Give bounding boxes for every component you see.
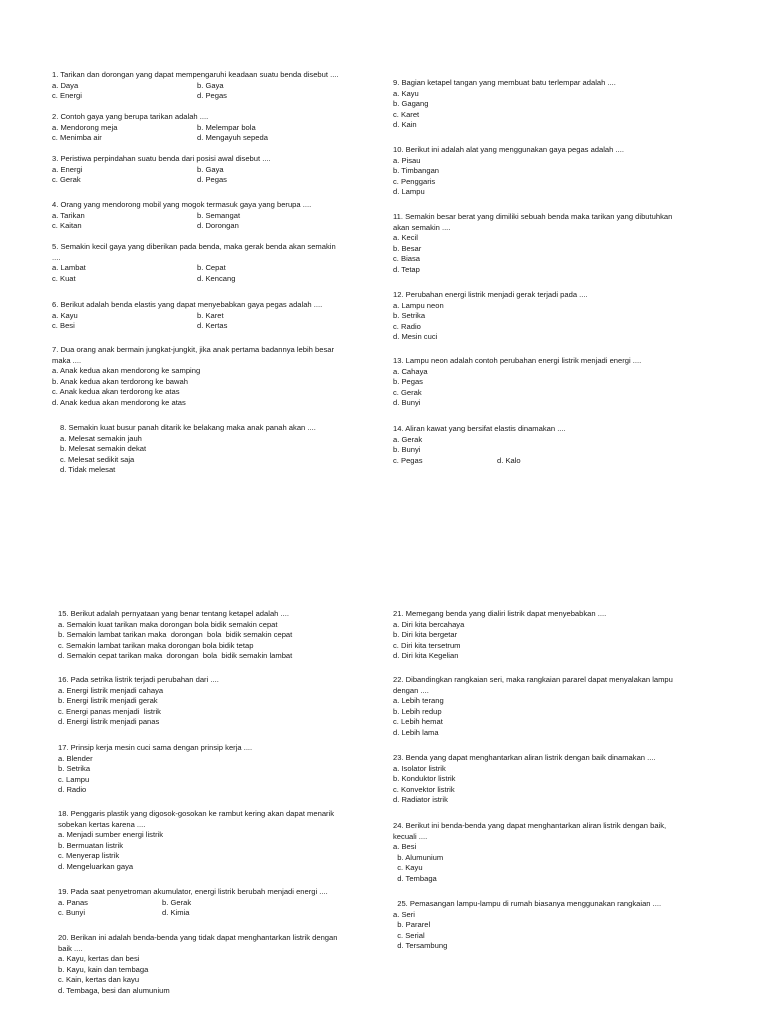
- question-item: [52, 345, 334, 409]
- answer-option: c. Anak kedua akan terdorong ke atas: [52, 387, 180, 397]
- question-item: [52, 300, 322, 332]
- answer-option: c. Gerak: [52, 175, 81, 185]
- question-item: [52, 154, 271, 186]
- answer-option: c. Kayu: [393, 863, 423, 873]
- answer-option: a. Seri: [393, 909, 415, 919]
- answer-option: c. Radio: [393, 321, 421, 331]
- answer-option: a. Daya: [52, 80, 79, 90]
- answer-option: d. Dorongan: [197, 221, 239, 231]
- answer-option: a. Kecil: [393, 233, 418, 243]
- answer-option: b. Besar: [393, 243, 422, 253]
- answer-option: a. Menjadi sumber energi listrik: [58, 830, 164, 840]
- answer-option: c. Besi: [52, 321, 75, 331]
- answer-option: c. Kaitan: [52, 221, 82, 231]
- answer-option: b. Alumunium: [393, 852, 444, 862]
- answer-option: d. Diri kita Kegelian: [393, 651, 459, 661]
- question-text: 21. Memegang benda yang dialiri listrik dapat menyebabkan ....: [393, 609, 607, 618]
- answer-option: b. Gagang: [393, 99, 429, 109]
- answer-option: c. Semakin lambat tarikan maka dorongan bola bidik tetap: [58, 640, 254, 650]
- question-item: [393, 424, 566, 466]
- question-text: 13. Lampu neon adalah contoh perubahan energi listrik menjadi energi ....: [393, 356, 642, 365]
- answer-option: d. Mesin cuci: [393, 332, 438, 342]
- question-text: 19. Pada saat penyetroman akumulator, energi listrik berubah menjadi energi ....: [58, 887, 328, 896]
- answer-option: b. Karet: [197, 310, 224, 320]
- answer-option: d. Tersambung: [393, 941, 448, 951]
- answer-option: d. Radio: [58, 785, 87, 795]
- answer-option: b. Lebih redup: [393, 706, 442, 716]
- answer-option: b. Setrika: [58, 764, 91, 774]
- question-item: [393, 899, 661, 952]
- answer-option: c. Biasa: [393, 254, 421, 264]
- answer-option: d. Kertas: [197, 321, 228, 331]
- question-item: [393, 821, 666, 885]
- question-text: 15. Berikut adalah pernyataan yang benar tentang ketapel adalah ....: [58, 609, 289, 618]
- answer-option: c. Menyerap listrik: [58, 851, 120, 861]
- answer-option: a. Kayu: [393, 88, 419, 98]
- answer-option: a. Melesat semakin jauh: [60, 433, 142, 443]
- answer-option: c. Pegas: [393, 455, 423, 465]
- question-text: 24. Berikut ini benda-benda yang dapat menghantarkan aliran listrik dengan baik, kecuali ....: [393, 821, 667, 841]
- answer-option: b. Pegas: [393, 377, 423, 387]
- answer-option: c. Gerak: [393, 387, 422, 397]
- question-item: [52, 242, 336, 284]
- answer-option: b. Konduktor listrik: [393, 774, 456, 784]
- answer-option: d. Kain: [393, 120, 417, 130]
- question-text: 1. Tarikan dan dorongan yang dapat mempengaruhi keadaan suatu benda disebut ....: [52, 70, 339, 79]
- answer-option: c. Lampu: [58, 774, 90, 784]
- answer-option: a. Energi listrik menjadi cahaya: [58, 685, 164, 695]
- answer-option: a. Lambat: [52, 263, 86, 273]
- answer-option: d. Anak kedua akan mendorong ke atas: [52, 397, 186, 407]
- question-text: 20. Berikan ini adalah benda-benda yang tidak dapat menghantarkan listrik dengan baik ....: [58, 933, 338, 953]
- answer-option: a. Isolator listrik: [393, 763, 446, 773]
- answer-option: c. Penggaris: [393, 176, 436, 186]
- answer-option: b. Energi listrik menjadi gerak: [58, 696, 158, 706]
- answer-option: d. Pegas: [197, 175, 227, 185]
- answer-option: d. Tetap: [393, 264, 420, 274]
- answer-option: d. Lebih lama: [393, 727, 439, 737]
- answer-option: d. Lampu: [393, 187, 425, 197]
- answer-option: c. Bunyi: [58, 908, 86, 918]
- answer-option: a. Kayu: [52, 310, 78, 320]
- answer-option: b. Melesat semakin dekat: [60, 444, 147, 454]
- answer-option: d. Kimia: [162, 908, 190, 918]
- answer-option: d. Mengayuh sepeda: [197, 133, 268, 143]
- answer-option: d. Bunyi: [393, 398, 421, 408]
- answer-option: c. Karet: [393, 109, 420, 119]
- answer-option: a. Kayu, kertas dan besi: [58, 954, 140, 964]
- answer-option: b. Gaya: [197, 164, 224, 174]
- question-text: 17. Prinsip kerja mesin cuci sama dengan prinsip kerja ....: [58, 743, 253, 752]
- question-text: 18. Penggaris plastik yang digosok-gosokan ke rambut kering akan dapat menarik sobekan kertas karena ....: [58, 809, 335, 829]
- answer-option: a. Lampu neon: [393, 300, 444, 310]
- answer-option: c. Serial: [393, 930, 425, 940]
- answer-option: b. Pararel: [393, 920, 431, 930]
- answer-option: c. Menimba air: [52, 133, 102, 143]
- answer-option: b. Kayu, kain dan tembaga: [58, 964, 149, 974]
- answer-option: a. Energi: [52, 164, 83, 174]
- answer-option: a. Besi: [393, 842, 417, 852]
- question-text: 2. Contoh gaya yang berupa tarikan adalah ....: [52, 112, 209, 121]
- answer-option: c. Lebih hemat: [393, 717, 443, 727]
- answer-option: d. Semakin cepat tarikan maka dorongan bola bidik semakin lambat: [58, 651, 293, 661]
- answer-option: d. Radiator istrik: [393, 795, 448, 805]
- answer-option: b. Bermuatan listrik: [58, 840, 123, 850]
- question-text: 14. Aliran kawat yang bersifat elastis dinamakan ....: [393, 424, 566, 433]
- question-item: [52, 200, 311, 232]
- answer-option: b. Setrika: [393, 311, 426, 321]
- answer-option: d. Pegas: [197, 91, 227, 101]
- question-item: [393, 290, 588, 343]
- question-text: 5. Semakin kecil gaya yang diberikan pada benda, maka gerak benda akan semakin ....: [52, 242, 336, 262]
- answer-option: a. Mendorong meja: [52, 122, 118, 132]
- question-item: [52, 70, 339, 102]
- answer-option: a. Cahaya: [393, 366, 428, 376]
- question-item: [393, 356, 641, 409]
- answer-option: c. Kuat: [52, 273, 76, 283]
- question-text: 11. Semakin besar berat yang dimiliki sebuah benda maka tarikan yang dibutuhkan akan semakin ....: [393, 212, 673, 232]
- question-text: 25. Pemasangan lampu-lampu di rumah biasanya menggunakan rangkaian ....: [393, 899, 662, 908]
- question-item: [393, 78, 616, 131]
- question-item: [58, 675, 219, 728]
- answer-option: d. Kencang: [197, 273, 236, 283]
- question-text: 23. Benda yang dapat menghantarkan aliran listrik dengan baik dinamakan ....: [393, 753, 656, 762]
- question-item: [58, 933, 337, 997]
- question-text: 16. Pada setrika listrik terjadi perubahan dari ....: [58, 675, 219, 684]
- question-item: [393, 609, 606, 662]
- answer-option: a. Tarikan: [52, 210, 85, 220]
- answer-option: b. Semakin lambat tarikan maka dorongan bola bidik semakin cepat: [58, 630, 293, 640]
- answer-option: a. Anak kedua akan mendorong ke samping: [52, 366, 201, 376]
- question-text: 7. Dua orang anak bermain jungkat-jungkit, jika anak pertama badannya lebih besar maka ....: [52, 345, 334, 365]
- answer-option: c. Konvektor listrik: [393, 784, 455, 794]
- question-text: 9. Bagian ketapel tangan yang membuat batu terlempar adalah ....: [393, 78, 616, 87]
- answer-option: d. Tidak melesat: [60, 465, 116, 475]
- answer-option: a. Gerak: [393, 434, 423, 444]
- answer-option: b. Gaya: [197, 80, 224, 90]
- answer-option: d. Kalo: [497, 455, 521, 465]
- answer-option: b. Cepat: [197, 263, 226, 273]
- answer-option: c. Energi: [52, 91, 82, 101]
- question-item: [58, 743, 252, 796]
- answer-option: a. Blender: [58, 753, 93, 763]
- answer-option: b. Anak kedua akan terdorong ke bawah: [52, 376, 188, 386]
- answer-option: d. Energi listrik menjadi panas: [58, 717, 160, 727]
- question-item: [58, 609, 292, 662]
- question-item: [58, 887, 328, 919]
- answer-option: c. Energi panas menjadi listrik: [58, 706, 161, 716]
- answer-option: c. Melesat sedikit saja: [60, 454, 135, 464]
- answer-option: d. Tembaga, besi dan alumunium: [58, 985, 170, 995]
- answer-option: b. Diri kita bergetar: [393, 630, 458, 640]
- answer-option: d. Tembaga: [393, 873, 437, 883]
- question-item: [393, 675, 673, 739]
- answer-option: a. Pisau: [393, 155, 421, 165]
- question-item: [58, 809, 334, 873]
- question-item: [393, 753, 656, 806]
- question-text: 8. Semakin kuat busur panah ditarik ke belakang maka anak panah akan ....: [60, 423, 316, 432]
- answer-option: b. Semangat: [197, 210, 241, 220]
- answer-option: b. Bunyi: [393, 445, 421, 455]
- answer-option: a. Diri kita bercahaya: [393, 619, 465, 629]
- question-item: [60, 423, 316, 476]
- question-item: [393, 212, 672, 276]
- answer-option: b. Timbangan: [393, 166, 440, 176]
- question-item: [393, 145, 624, 198]
- answer-option: b. Gerak: [162, 897, 192, 907]
- question-text: 10. Berikut ini adalah alat yang menggunakan gaya pegas adalah ....: [393, 145, 624, 154]
- answer-option: a. Semakin kuat tarikan maka dorongan bola bidik semakin cepat: [58, 619, 278, 629]
- question-item: [52, 112, 268, 144]
- question-text: 6. Berikut adalah benda elastis yang dapat menyebabkan gaya pegas adalah ....: [52, 300, 323, 309]
- question-text: 4. Orang yang mendorong mobil yang mogok termasuk gaya yang berupa ....: [52, 200, 312, 209]
- answer-option: c. Kain, kertas dan kayu: [58, 975, 140, 985]
- answer-option: a. Lebih terang: [393, 696, 444, 706]
- answer-option: c. Diri kita tersetrum: [393, 640, 461, 650]
- answer-option: a. Panas: [58, 897, 88, 907]
- answer-option: d. Mengeluarkan gaya: [58, 861, 134, 871]
- question-text: 22. Dibandingkan rangkaian seri, maka rangkaian pararel dapat menyalakan lampu dengan ....: [393, 675, 673, 695]
- question-text: 3. Peristiwa perpindahan suatu benda dari posisi awal disebut ....: [52, 154, 271, 163]
- question-text: 12. Perubahan energi listrik menjadi gerak terjadi pada ....: [393, 290, 588, 299]
- answer-option: b. Melempar bola: [197, 122, 256, 132]
